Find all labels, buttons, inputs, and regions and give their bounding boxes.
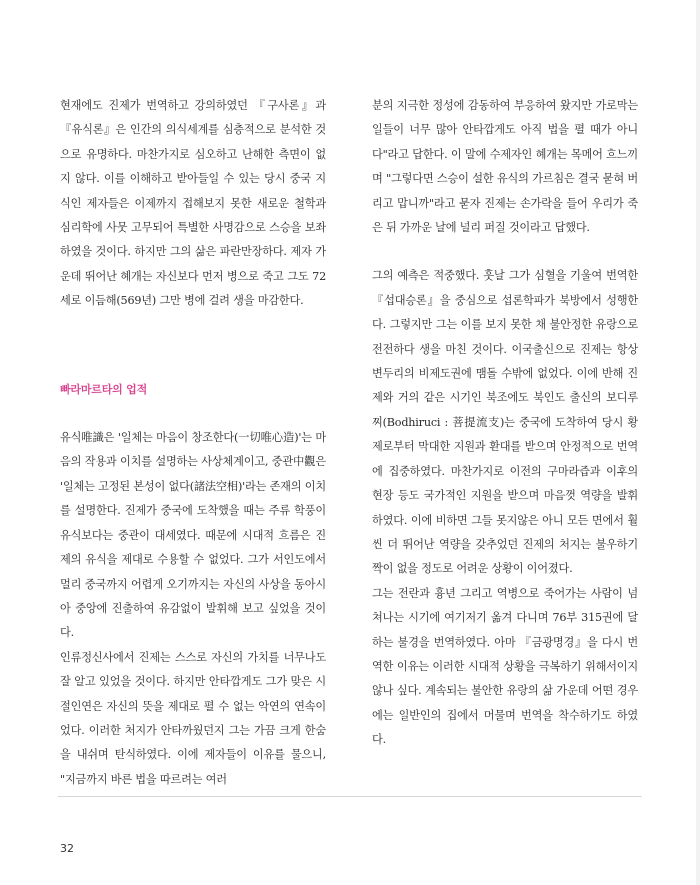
spacer — [372, 240, 638, 264]
spacer — [60, 402, 326, 426]
body-paragraph: 그의 예측은 적중했다. 훗날 그가 심혈을 기울여 번역한 『섭대승론』을 중심으로 섭론학파가 북방에서 성행한다. 그렇지만 그는 이를 보지 못한 채 불안정한 유랑으로 전전하다 생을 마친 것이다. 이국출신으로 진제는 항상 변두리의 비제도권에 맴돌 수밖에 없었다. 이에 반해 진제와 거의 같은 시기인 북조에도 북인도 출신의 보디루찌(Bodhiruci : 菩提流支)는 중국에 도착하여 당시 황제로부터 막대한 지원과 환대를 받으며 안정적으로 번역에 집중하였다. 마찬가지로 이전의 구마라즙과 이후의 현장 등도 국가적인 지원을 받으며 마음껏 역량을 발휘하였다. 이에 비하면 그들 못지않은 아니 모든 면에서 훨씬 더 뛰어난 역량을 갖추었던 진제의 처지는 불우하기 짝이 없을 정도로 어려운 상황이 이어졌다. — [372, 269, 638, 576]
body-paragraph: 현재에도 진제가 번역하고 강의하였던 『구사론』과 『유식론』은 인간의 의식세계를 심층적으로 분석한 것으로 유명하다. 마찬가지로 심오하고 난해한 측면이 없지 않다. 이를 이해하고 받아들일 수 있는 당시 중국 지식인 제자들은 이제까지 접해보지 못한 새로운 철학과 심리학에 사뭇 고무되어 특별한 사명감으로 스승을 보좌하였을 것이다. 하지만 그의 삶은 파란만장하다. 제자 가운데 뛰어난 혜개는 자신보다 먼저 병으로 죽고 그도 72세로 이듬해(569년) 그만 병에 걸려 생을 마감한다. — [60, 99, 326, 308]
body-paragraph: 그는 전란과 흉년 그리고 역병으로 죽어가는 사람이 넘쳐나는 시기에 여기저기 옮겨 다니며 76부 315권에 달하는 불경을 번역하였다. 아마 『금광명경』을 다시 번역한 이유는 이러한 시대적 상황을 극복하기 위해서이지 않나 싶다. 계속되는 불안한 유랑의 삶 가운데 어떤 경우에는 일반인의 집에서 머물며 번역을 착수하기도 하였다. — [372, 586, 638, 747]
body-paragraph: 인류정신사에서 진제는 스스로 자신의 가치를 너무나도 잘 알고 있었을 것이다. 하지만 안타깝게도 그가 맞은 시절인연은 자신의 뜻을 제대로 펼 수 없는 악연의 연속이었다. 이러한 처지가 안타까웠던지 그는 가끔 크게 한숨을 내쉬며 탄식하였다. 이에 제자들이 이유를 물으니, "지금까지 바른 법을 따르려는 여러 — [60, 650, 326, 786]
body-paragraph: 분의 지극한 정성에 감동하여 부응하여 왔지만 가로막는 일들이 너무 많아 안타깝게도 아직 법을 펼 때가 아니다"라고 답한다. 이 말에 수제자인 혜개는 목메어 흐느끼며 "그렇다면 스승이 설한 유식의 가르침은 결국 묻혀 버리고 맙니까"라고 묻자 진제는 손가락을 들어 우리가 죽은 뒤 가까운 날에 널리 퍼질 것이라고 답했다. — [372, 99, 638, 235]
page-number: 32 — [60, 842, 74, 855]
body-paragraph: 유식唯識은 '일체는 마음이 창조한다(一切唯心造)'는 마음의 작용과 이치를 설명하는 사상체계이고, 중관中觀은 '일체는 고정된 본성이 없다(諸法空相)'라는 존재의 이치를 설명한다. 진제가 중국에 도착했을 때는 주류 학풍이 유식보다는 중관이 대세였다. 때문에 시대적 흐름은 진제의 유식을 제대로 수용할 수 없었다. 그가 서인도에서 멀리 중국까지 어렵게 오기까지는 자신의 사상을 동아시아 중앙에 진출하여 유감없이 발휘해 보고 싶었을 것이다. — [60, 431, 326, 640]
left-column — [60, 94, 326, 792]
section-heading: 빠라마르타의 업적 — [60, 382, 148, 396]
page-edge — [696, 0, 700, 885]
spacer — [60, 314, 326, 378]
right-column — [372, 94, 638, 753]
footer-rule — [58, 796, 642, 797]
